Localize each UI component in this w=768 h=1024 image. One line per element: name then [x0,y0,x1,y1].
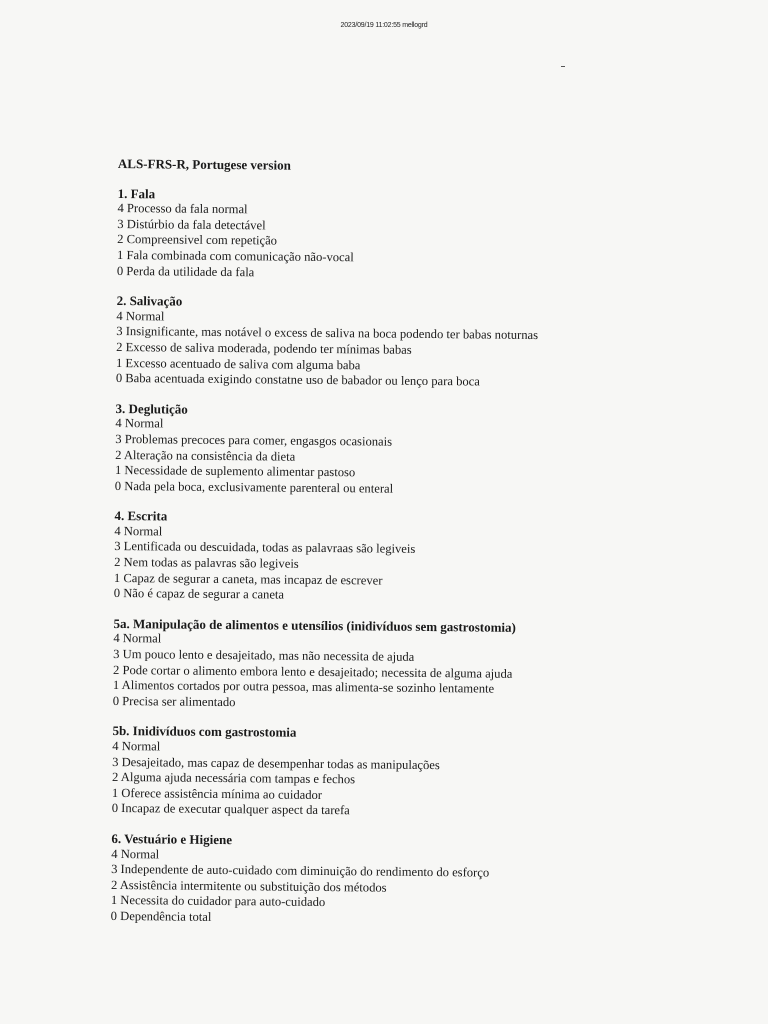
section-salivacao [116,293,577,391]
section-gastrostomia [112,723,573,821]
score-item: 3 Desajeitado, mas capaz de desempenhar todas as manipulações [112,754,440,772]
document-body [110,156,577,943]
section-title: 4. Escrita [114,508,168,524]
score-item: 2 Compreensivel com repetição [117,232,278,248]
section-title: 1. Fala [117,185,156,201]
score-item: 1 Fala combinada com comunicação não-vocal [116,247,354,265]
section-fala [117,186,578,284]
score-item: 1 Excesso acentuado de saliva com alguma baba [115,355,361,372]
score-item: 1 Alimentos cortados por outra pessoa, mas alimenta-se sozinho lentamente [112,678,495,696]
section-degluticao [115,401,576,499]
score-item: 3 Distúrbio da fala detectável [117,216,266,233]
score-item: 3 Lentificada ou descuidada, todas as palavraas são legiveis [114,539,416,557]
score-item: 2 Nem todas as palavras são legiveis [114,555,299,571]
score-item: 1 Oferece assistência mínima ao cuidador [111,785,323,802]
section-title: 3. Deglutição [115,400,188,417]
section-title: 6. Vestuário e Higiene [111,830,233,848]
score-item: 2 Alteração na consistência da dieta [115,447,296,464]
score-item: 0 Não é capaz de segurar a caneta [113,586,285,602]
score-item: 4 Normal [111,846,160,861]
score-item: 3 Problemas precoces para comer, engasgos ocasionais [115,431,393,449]
score-item: 4 Processo da fala normal [117,201,248,217]
score-item: 4 Normal [114,523,163,539]
score-item: 3 Insignificante, mas notável o excess de saliva na boca podendo ter babas noturnas [116,324,539,343]
score-item: 3 Independente de auto-cuidado com diminuição do rendimento do esforço [111,862,490,880]
score-item: 0 Incapaz de executar qualquer aspect da tarefa [111,801,350,818]
print-timestamp: 2023/09/19 11:02:55 mellogrd [340,22,428,29]
score-item: 4 Normal [116,308,165,324]
section-title: 2. Salivação [116,293,183,309]
score-item: 0 Precisa ser alimentado [112,693,236,709]
document-title: ALS-FRS-R, Portugese version [117,156,291,173]
score-item: 1 Necessidade de suplemento alimentar pastoso [114,463,356,480]
score-item: 4 Normal [115,416,164,431]
score-item: 0 Dependência total [110,908,212,924]
score-item: 2 Excesso de saliva moderada, podendo ter mínimas babas [116,339,412,357]
score-item: 0 Nada pela boca, exclusivamente parenteral ou enteral [114,478,394,496]
score-item: 0 Perda da utilidade da fala [116,263,255,279]
score-item: 2 Assistência intermitente ou substituição dos métodos [110,877,387,895]
section-escrita [114,508,575,606]
score-item: 1 Necessita do cuidador para auto-cuidado [110,893,326,910]
score-item: 0 Baba acentuada exigindo constatne uso de babador ou lenço para boca [115,371,480,389]
section-manipulacao-alimentos [113,616,574,714]
scan-speck [561,66,565,67]
score-item: 4 Normal [113,631,162,646]
section-vestuario-higiene [111,831,572,929]
section-title: 5b. Inidivíduos com gastrostomia [112,723,297,741]
section-title: 5a. Manipulação de alimentos e utensílios (inidivíduos sem gastrostomia) [113,615,517,635]
score-item: 2 Alguma ajuda necessária com tampas e fechos [111,770,356,787]
score-item: 1 Capaz de segurar a caneta, mas incapaz de escrever [113,570,383,588]
score-item: 2 Pode cortar o alimento embora lento e desajeitado; necessita de alguma ajuda [113,662,513,681]
score-item: 3 Um pouco lento e desajeitado, mas não necessita de ajuda [113,647,415,664]
score-item: 4 Normal [112,738,161,754]
